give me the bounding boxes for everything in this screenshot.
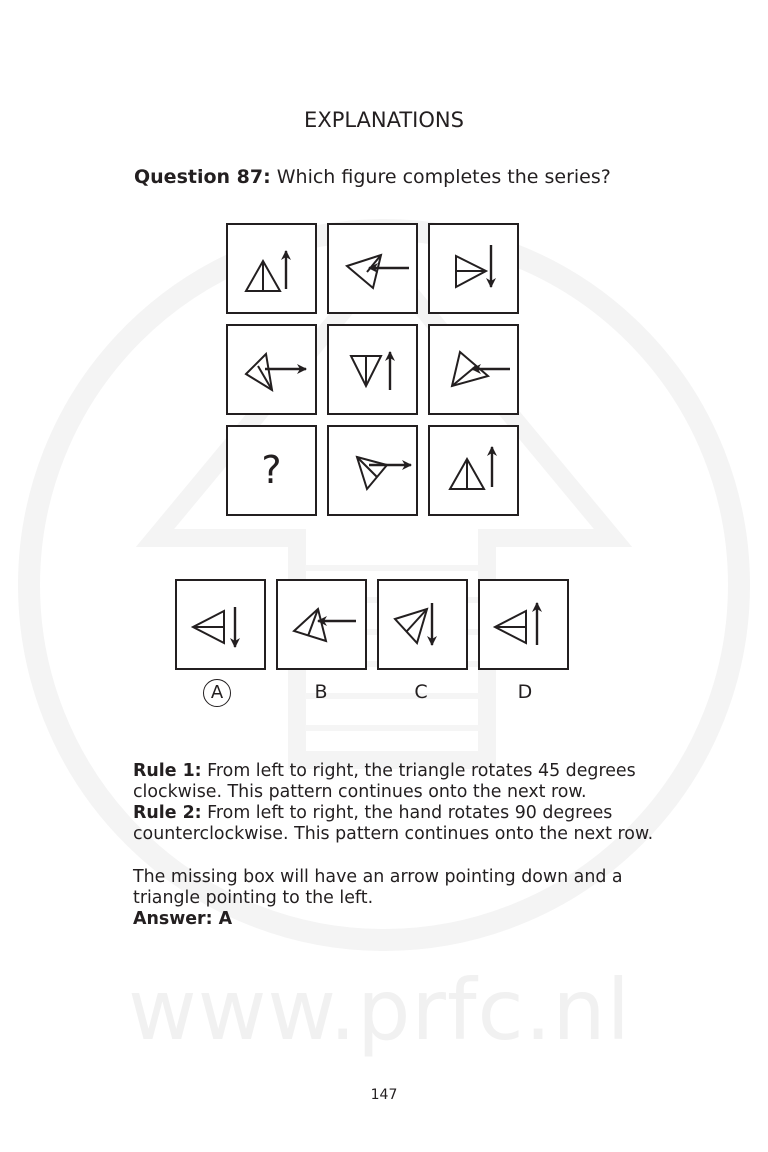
rule-2-label: Rule 2: bbox=[133, 803, 202, 823]
grid-cell-r1c2 bbox=[327, 223, 418, 314]
triangle-arrow-figure bbox=[228, 225, 315, 312]
watermark-text: www.prfc.nl bbox=[128, 961, 631, 1059]
question-label: Question 87: bbox=[134, 166, 271, 188]
grid-cell-r3c2 bbox=[327, 425, 418, 516]
option-c-label[interactable]: C bbox=[414, 681, 428, 703]
triangle-arrow-figure bbox=[430, 326, 517, 413]
answer-label: Answer: A bbox=[133, 909, 233, 929]
option-c-box[interactable] bbox=[377, 579, 468, 670]
conclusion-text: The missing box will have an arrow pointing down and a triangle pointing to the left. bbox=[133, 867, 623, 908]
triangle-arrow-figure bbox=[480, 581, 567, 668]
answer bbox=[133, 909, 713, 930]
triangle-arrow-figure bbox=[379, 581, 466, 668]
grid-cell-r2c1 bbox=[226, 324, 317, 415]
triangle-arrow-figure bbox=[430, 225, 517, 312]
question-mark: ? bbox=[261, 448, 282, 492]
rule-2 bbox=[133, 803, 693, 845]
question-heading bbox=[134, 166, 611, 188]
grid-cell-r3c1-missing bbox=[226, 425, 317, 516]
rule-1-text: From left to right, the triangle rotates 45 degrees clockwise. This pattern continues onto the next row. bbox=[133, 761, 636, 802]
grid-cell-r2c2 bbox=[327, 324, 418, 415]
question-text: Which figure completes the series? bbox=[270, 166, 611, 188]
option-d-box[interactable] bbox=[478, 579, 569, 670]
grid-cell-r1c3 bbox=[428, 223, 519, 314]
triangle-arrow-figure bbox=[228, 326, 315, 413]
triangle-arrow-figure bbox=[329, 326, 416, 413]
triangle-arrow-figure bbox=[278, 581, 365, 668]
option-a-box[interactable] bbox=[175, 579, 266, 670]
triangle-arrow-figure bbox=[177, 581, 264, 668]
page-number: 147 bbox=[370, 1087, 398, 1103]
rule-1-label: Rule 1: bbox=[133, 761, 202, 781]
triangle-arrow-figure bbox=[329, 225, 416, 312]
grid-cell-r2c3 bbox=[428, 324, 519, 415]
rule-1 bbox=[133, 761, 713, 803]
grid-cell-r1c1 bbox=[226, 223, 317, 314]
triangle-arrow-figure bbox=[430, 427, 517, 514]
rule-2-text: From left to right, the hand rotates 90 degrees counterclockwise. This pattern continues onto the next row. bbox=[133, 803, 654, 844]
option-a-label-circled[interactable]: A bbox=[203, 679, 231, 707]
option-b-box[interactable] bbox=[276, 579, 367, 670]
page-title: EXPLANATIONS bbox=[304, 108, 464, 132]
option-d-label[interactable]: D bbox=[517, 681, 533, 703]
triangle-arrow-figure bbox=[329, 427, 416, 514]
grid-cell-r3c3 bbox=[428, 425, 519, 516]
option-b-label[interactable]: B bbox=[314, 681, 328, 703]
